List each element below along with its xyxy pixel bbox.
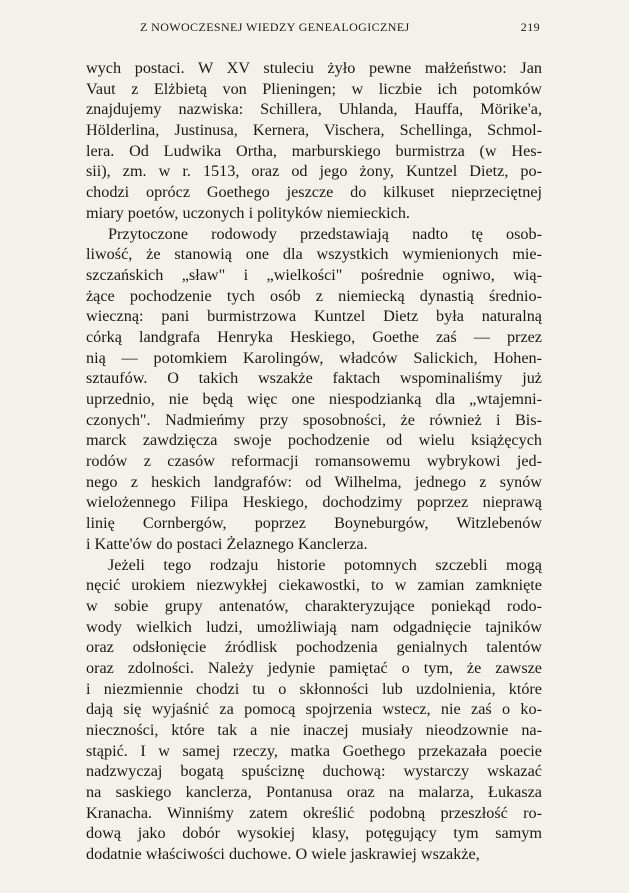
text-line: znajdujemy nazwiska: Schillera, Uhlanda, Hauffa, Mörike'a, xyxy=(86,100,542,119)
text-line: nęcić urokiem niezwykłej ciekawostki, to w zamian zamknięte xyxy=(86,576,542,595)
text-line: żące pochodzenie tych osób z niemiecką dynastią średnio- xyxy=(86,286,542,305)
text-line: wych postaci. W XV stuleciu żyło pewne małżeństwo: Jan xyxy=(86,59,542,77)
page-header xyxy=(100,20,540,36)
text-line: rodów z czasów reformacji romansowemu wybrykowi jed- xyxy=(86,452,542,471)
text-line: szczańskich „sław" i „wielkości" pośrednie ogniwo, wią- xyxy=(86,265,542,284)
text-line: sii), zm. w r. 1513, oraz od jego żony, Kuntzel Dietz, po- xyxy=(86,162,542,181)
text-line: dają się wyjaśnić za pomocą spojrzenia wstecz, nie zaś o ko- xyxy=(86,700,542,719)
text-line: oraz odsłonięcie źródlisk pochodzenia genialnych talentów xyxy=(86,638,542,657)
text-line: nieczności, które tak a nie inaczej musiały nieodzownie na- xyxy=(86,721,542,739)
text-line: czonych". Nadmieńmy przy sposobności, że również i Bis- xyxy=(86,410,542,429)
text-line: oraz zdolności. Należy jedynie pamiętać o tym, że zawsze xyxy=(86,658,542,677)
page-number: 219 xyxy=(520,20,540,34)
paragraph xyxy=(86,58,542,224)
text-line: chodzi oprócz Goethego jeszcze do kilkuset nieprzeciętnej xyxy=(86,183,542,202)
text-line: na saskiego kanclerza, Pontanusa oraz na malarza, Łukasza xyxy=(86,783,542,802)
text-line: uprzednio, nie będą więc one niespodzianką dla „wtajemni- xyxy=(86,390,542,408)
text-line: Jeżeli tego rodzaju historie potomnych szczebli mogą xyxy=(108,555,542,574)
paragraph xyxy=(86,555,542,865)
text-line: i niezmiennie chodzi tu o skłonności lub uzdolnienia, które xyxy=(86,679,542,698)
text-line: marck zawdzięcza swoje pochodzenie od wielu książęcych xyxy=(86,431,542,450)
text-line: sztaufów. O takich wszakże faktach wspominaliśmy już xyxy=(86,369,542,388)
text-line: w sobie grupy antenatów, charakteryzujące poniekąd rodo- xyxy=(86,596,542,615)
text-line: liwość, że stanowią one dla wszystkich wymienionych mie- xyxy=(86,245,542,264)
paragraph xyxy=(86,224,542,555)
running-head: Z NOWOCZESNEJ WIEDZY GENEALOGICZNEJ xyxy=(140,20,410,34)
text-line: Kranacha. Winniśmy zatem określić podobną przeszłość ro- xyxy=(86,803,542,822)
text-line: Hölderlina, Justinusa, Kernera, Vischera, Schellinga, Schmol- xyxy=(86,121,542,140)
text-line: miary poetów, uczonych i polityków niemieckich. xyxy=(86,203,410,222)
text-line: lera. Od Ludwika Ortha, marburskiego burmistrza (w Hes- xyxy=(86,141,542,160)
text-line: i Katte'ów do postaci Żelaznego Kanclerza. xyxy=(86,534,368,553)
text-line: Vaut z Elżbietą von Plieningen; w liczbie ich potomków xyxy=(86,79,542,98)
text-line: Przytoczone rodowody przedstawiają nadto tę osob- xyxy=(108,224,542,243)
text-line: córką landgrafa Henryka Heskiego, Goethe zaś — przez xyxy=(86,327,542,346)
text-line: wieczną: pani burmistrzowa Kuntzel Dietz była naturalną xyxy=(86,307,542,326)
text-line: stąpić. I w samej rzeczy, matka Goethego przekazała poecie xyxy=(86,741,542,760)
text-line: wody wielkich ludzi, umożliwiają nam odgadnięcie tajników xyxy=(86,617,542,636)
text-line: linię Cornbergów, poprzez Boyneburgów, Witzlebenów xyxy=(86,514,542,533)
body-text xyxy=(86,58,542,865)
text-line: dodatnie właściwości duchowe. O wiele jaskrawiej wszakże, xyxy=(86,845,480,864)
text-line: wielożennego Filipa Heskiego, dochodzimy poprzez nieprawą xyxy=(86,493,542,512)
text-line: dową jako dobór wysokiej klasy, potęgujący tym samym xyxy=(86,824,542,843)
text-line: nią — potomkiem Karolingów, władców Salickich, Hohen- xyxy=(86,348,542,367)
text-line: nego z heskich landgrafów: od Wilhelma, jednego z synów xyxy=(86,472,542,491)
text-line: nadzwyczaj bogatą spuściznę duchową: wystarczy wskazać xyxy=(86,762,542,781)
